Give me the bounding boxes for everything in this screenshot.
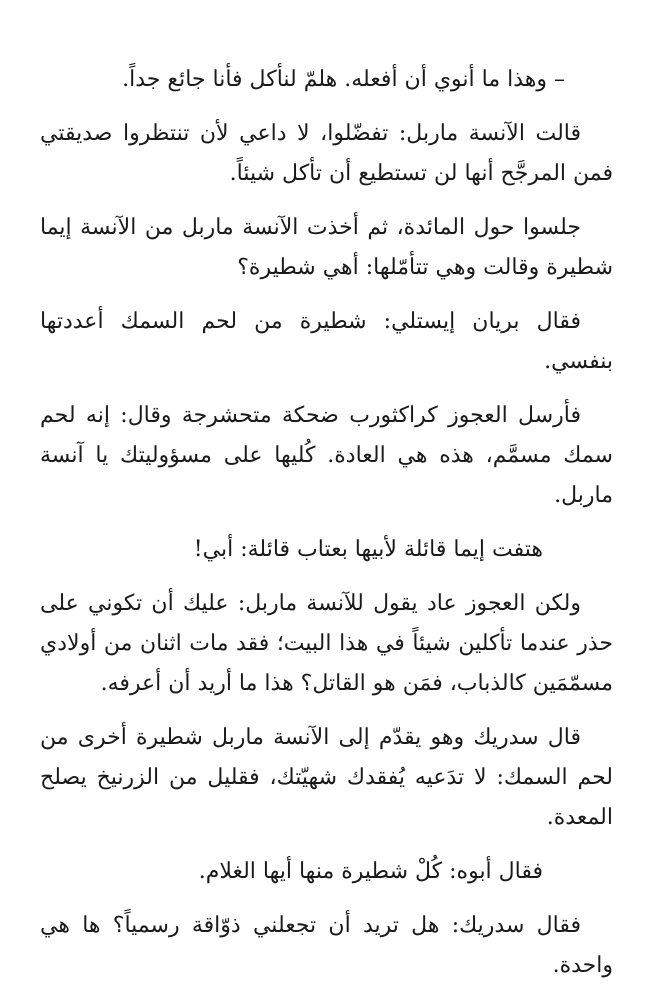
paragraph-6: هتفت إيما قائلة لأبيها بعتاب قائلة: أبي!: [193, 537, 543, 562]
paragraph-1: – وهذا ما أنوي أن أفعله. هلمّ لنأكل فأنا جائع جداً.: [122, 67, 565, 92]
paragraph-4: فقال بريان إيستلي: شطيرة من لحم السمك أعددتها بنفسي.: [40, 309, 613, 374]
paragraph-3: جلسوا حول المائدة، ثم أخذت الآنسة ماربل من الآنسة إيما شطيرة وقالت وهي تتأمّلها: أهي شطيرة؟: [40, 215, 613, 280]
paragraph-5: فأرسل العجوز كراكثورب ضحكة متحشرجة وقال: إنه لحم سمك مسمَّم، هذه هي العادة. كُليها على مسؤوليتك يا آنسة ماربل.: [40, 403, 613, 508]
paragraph-2: قالت الآنسة ماربل: تفضّلوا، لا داعي لأن تنتظروا صديقتي فمن المرجَّح أنها لن تستطيع أن تأكل شيئاً.: [40, 121, 613, 186]
paragraph-8: قال سدريك وهو يقدّم إلى الآنسة ماربل شطيرة أخرى من لحم السمك: لا تدَعيه يُفقدك شهيّتك، فقليل من الزرنيخ يصلح المعدة.: [40, 725, 613, 830]
paragraph-10: فقال سدريك: هل تريد أن تجعلني ذوّاقة رسمياً؟ ها هي واحدة.: [40, 913, 613, 978]
paragraph-7: ولكن العجوز عاد يقول للآنسة ماربل: عليك أن تكوني على حذر عندما تأكلين شيئاً في هذا البيت؛ فقد مات اثنان من أولادي مسمّمَين كالذباب، فمَن هو القاتل؟ هذا ما أريد أن أعرفه.: [40, 591, 613, 696]
paragraph-9: فقال أبوه: كُلْ شطيرة منها أيها الغلام.: [198, 859, 543, 884]
